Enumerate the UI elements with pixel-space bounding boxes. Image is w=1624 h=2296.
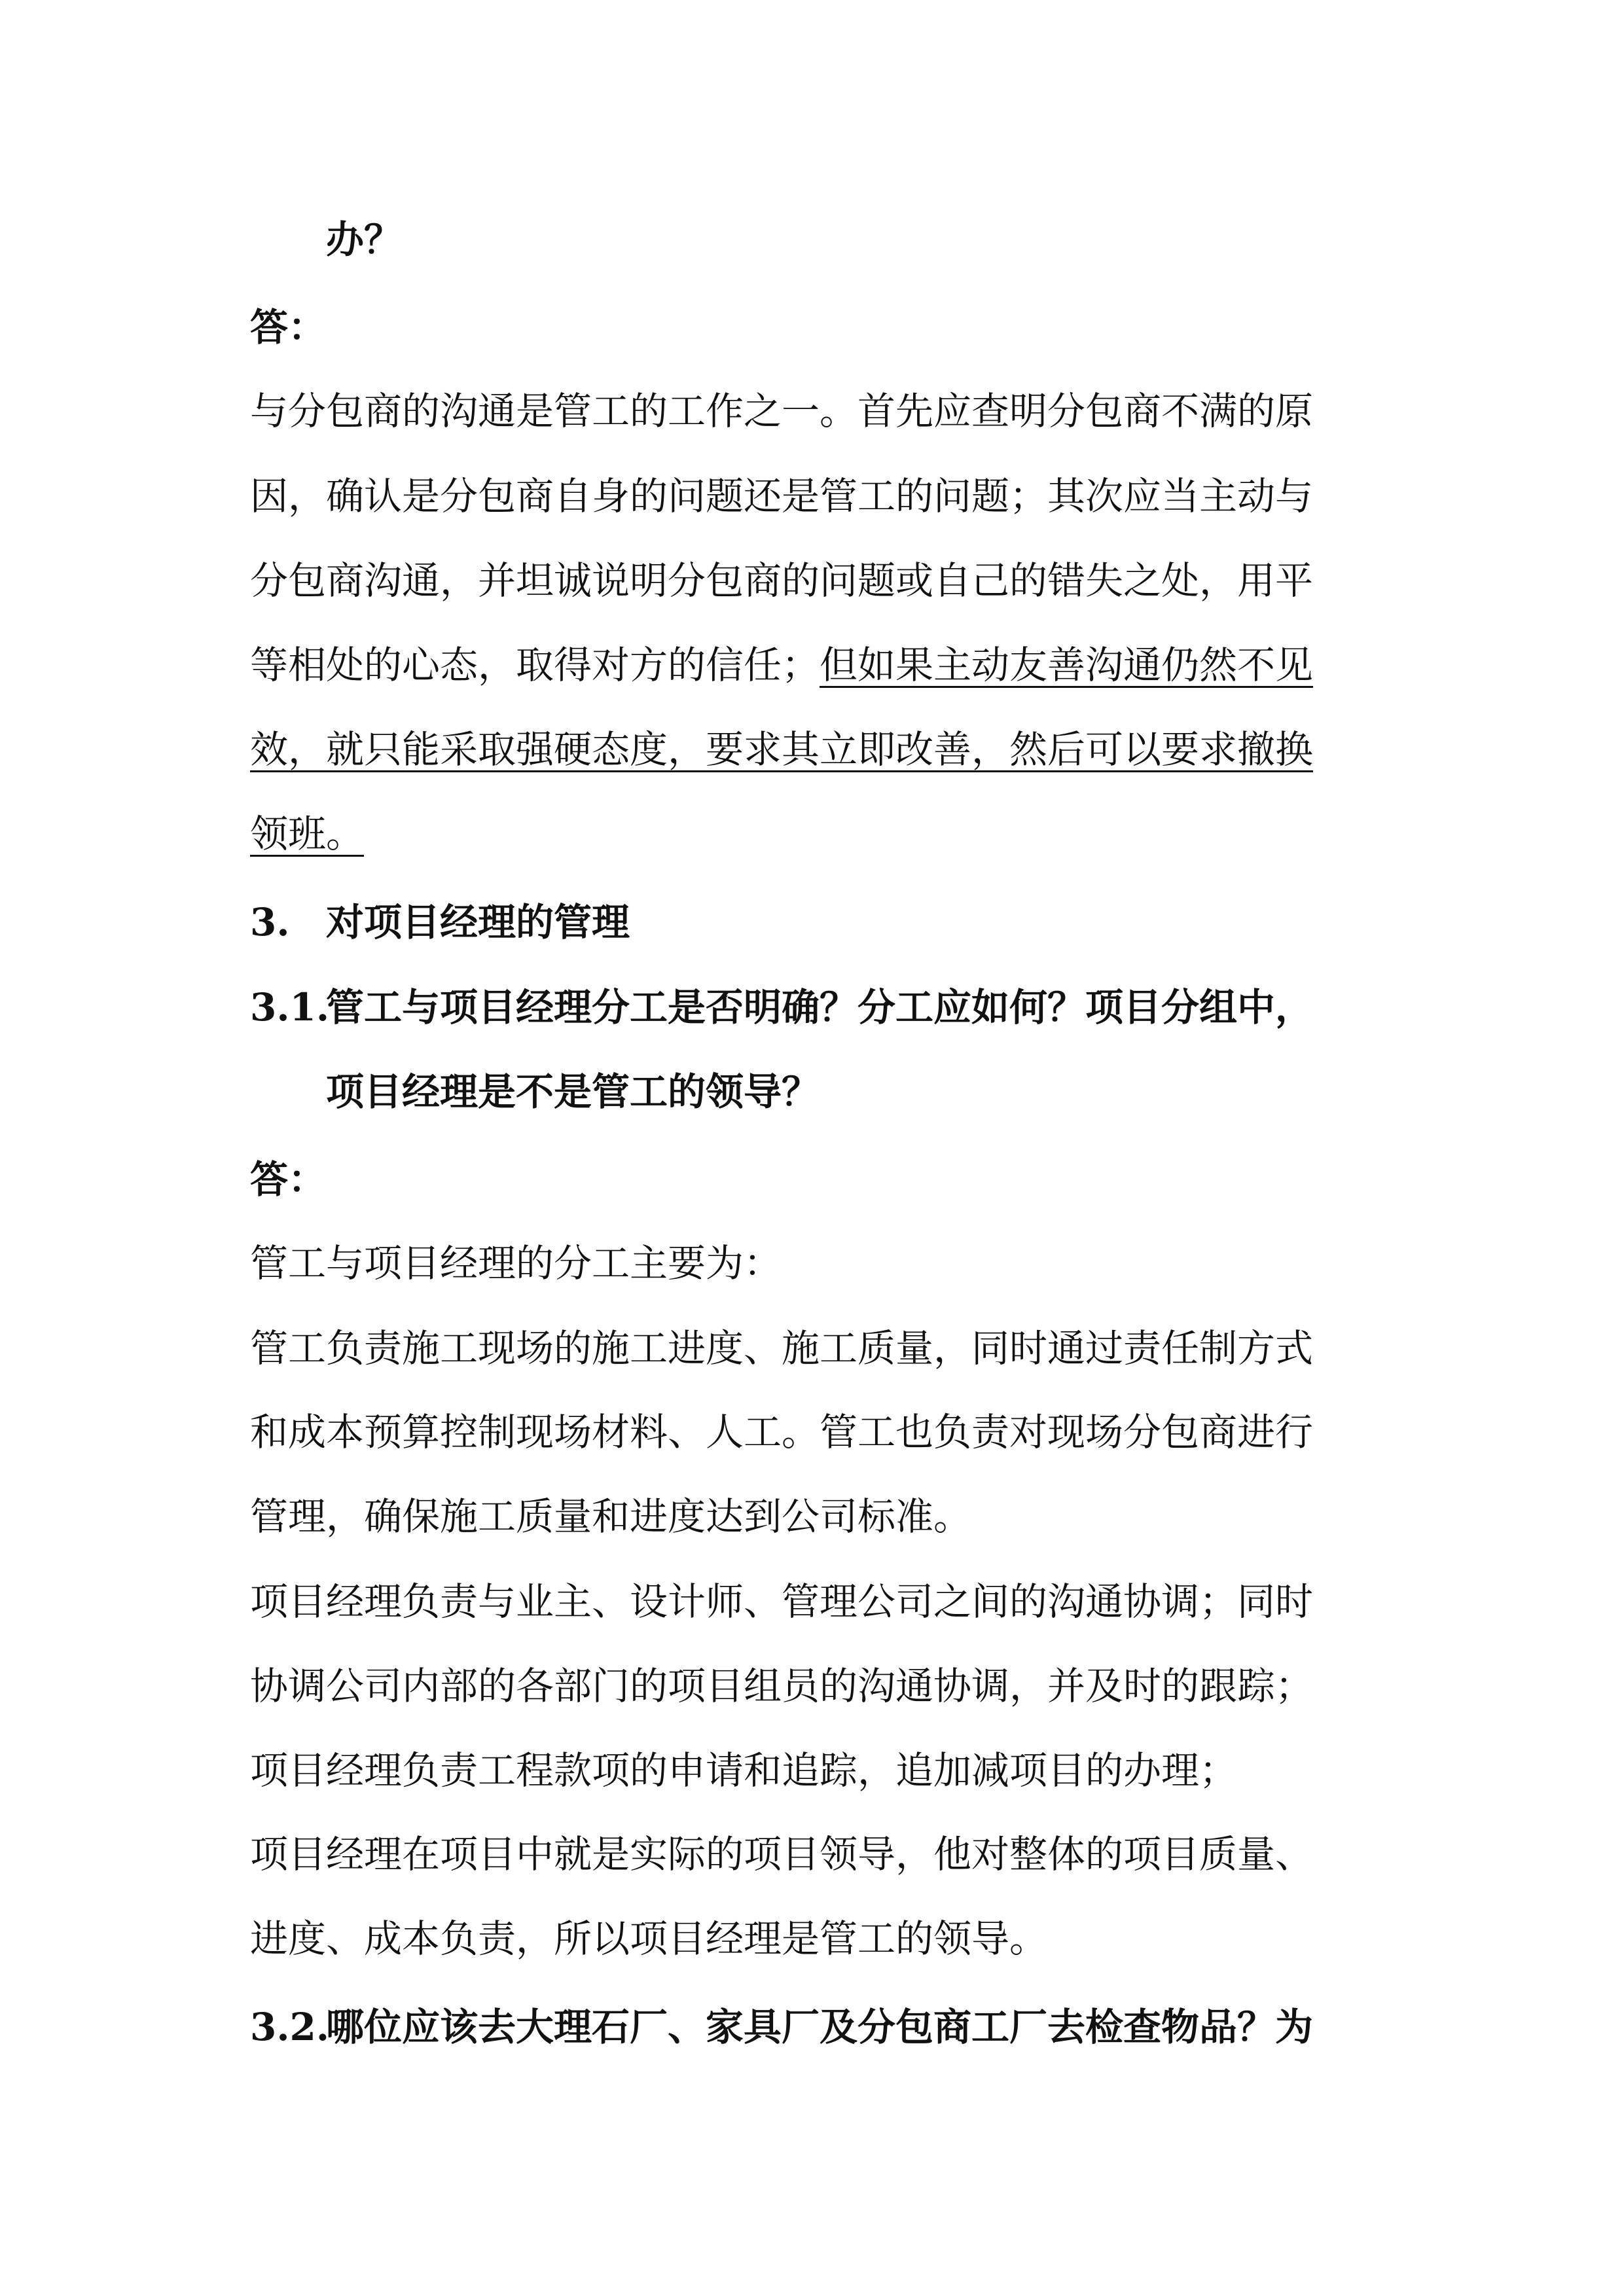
section-title: 对项目经理的管理	[326, 900, 630, 944]
question-text: 管工与项目经理分工是否明确？分工应如何？项目分组中，	[326, 985, 1314, 1030]
underlined-line	[250, 806, 1389, 861]
paragraph-line: 分包商沟通，并坦诚说明分包商的问题或自己的错失之处，用平	[250, 558, 1314, 603]
question-number: 3.2.	[250, 2005, 330, 2049]
paragraph-line: 进度、成本负责，所以项目经理是管工的领导。	[250, 1916, 1048, 1961]
paragraph-line: 因，确认是分包商自身的问题还是管工的问题；其次应当主动与	[250, 474, 1314, 518]
question-continuation: 办？	[326, 217, 403, 262]
underlined-text: 领班。	[250, 812, 365, 856]
section-number: 3.	[250, 900, 290, 944]
question-heading	[250, 980, 1389, 1035]
paragraph-line: 管工负责施工现场的施工进度、施工质量，同时通过责任制方式	[250, 1326, 1314, 1371]
answer-label: 答：	[250, 1157, 327, 1202]
paragraph-line: 项目经理负责工程款项的申请和追踪，追加减项目的办理；	[250, 1748, 1238, 1793]
answer-label: 答：	[250, 305, 327, 350]
paragraph-line: 项目经理负责与业主、设计师、管理公司之间的沟通协调；同时	[250, 1579, 1314, 1624]
section-heading	[250, 895, 1389, 950]
underlined-text: 但如果主动友善沟通仍然不见	[820, 643, 1314, 687]
paragraph-line: 项目经理在项目中就是实际的项目领导，他对整体的项目质量、	[250, 1832, 1314, 1876]
paragraph-line: 和成本预算控制现场材料、人工。管工也负责对现场分包商进行	[250, 1410, 1314, 1454]
paragraph-line	[250, 637, 1389, 692]
question-text: 项目经理是不是管工的领导？	[326, 1069, 820, 1114]
underlined-line: 效，就只能采取强硬态度，要求其立即改善，然后可以要求撤换	[250, 727, 1314, 772]
paragraph-text: 等相处的心态，取得对方的信任；	[250, 643, 820, 687]
paragraph-line: 与分包商的沟通是管工的工作之一。首先应查明分包商不满的原	[250, 389, 1314, 433]
paragraph-line: 管理，确保施工质量和进度达到公司标准。	[250, 1494, 972, 1539]
paragraph-line: 管工与项目经理的分工主要为：	[250, 1241, 782, 1285]
question-heading	[250, 2000, 1389, 2054]
question-number: 3.1.	[250, 985, 330, 1030]
question-text: 哪位应该去大理石厂、家具厂及分包商工厂去检查物品？为	[326, 2005, 1314, 2049]
paragraph-line: 协调公司内部的各部门的项目组员的沟通协调，并及时的跟踪；	[250, 1664, 1314, 1708]
